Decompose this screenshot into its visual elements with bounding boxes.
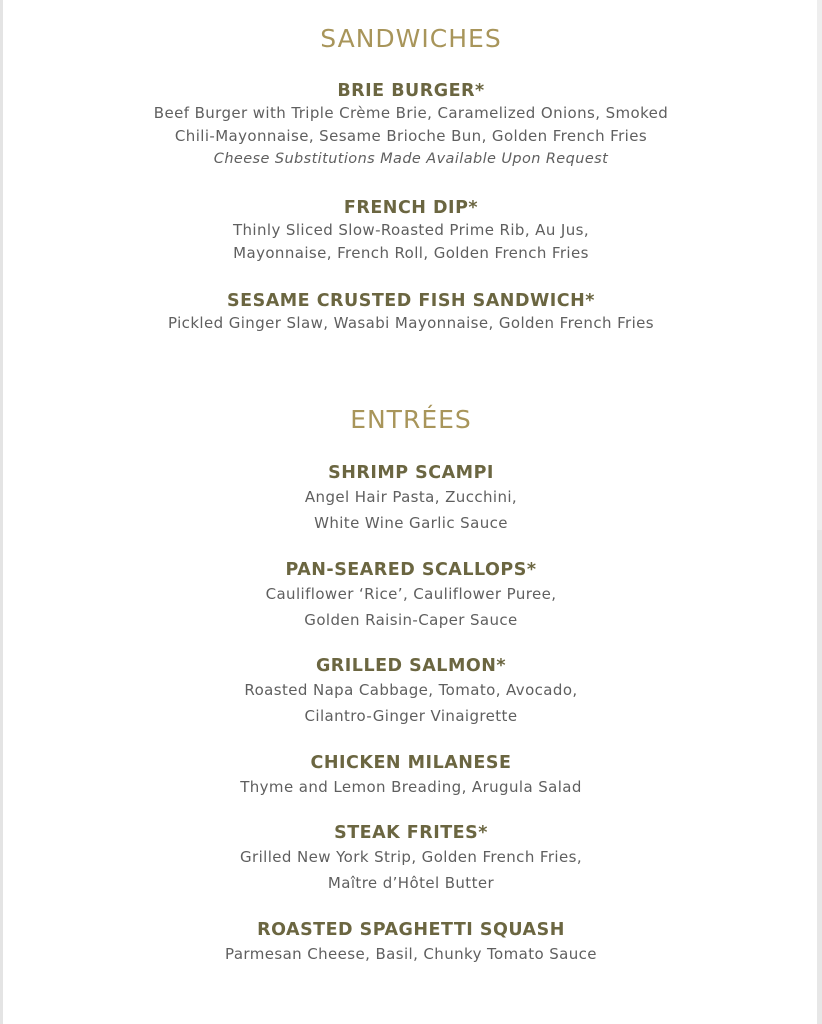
section-title-entrees: ENTRÉES (350, 405, 472, 434)
item-description-line: White Wine Garlic Sauce (314, 514, 508, 532)
section-title-sandwiches: SANDWICHES (320, 24, 502, 53)
item-description-line: Parmesan Cheese, Basil, Chunky Tomato Sauce (225, 945, 597, 963)
menu-item-roasted-spaghetti-squash (0, 919, 822, 967)
item-description-line: Golden Raisin-Caper Sauce (304, 611, 518, 629)
menu-item-french-dip (0, 197, 822, 265)
item-description-line: Cilantro-Ginger Vinaigrette (304, 707, 518, 725)
item-description-line: Pickled Ginger Slaw, Wasabi Mayonnaise, Golden French Fries (168, 314, 654, 332)
item-description-line: Thyme and Lemon Breading, Arugula Salad (240, 778, 582, 796)
item-description-line: Roasted Napa Cabbage, Tomato, Avocado, (244, 681, 578, 699)
item-name: ROASTED SPAGHETTI SQUASH (257, 920, 565, 940)
item-name: SHRIMP SCAMPI (328, 463, 494, 483)
item-description-line: Maître d’Hôtel Butter (327, 874, 495, 892)
item-description-line: Chili-Mayonnaise, Sesame Brioche Bun, Golden French Fries (174, 127, 648, 145)
menu-item-shrimp-scampi (0, 462, 822, 536)
menu-item-brie-burger (0, 80, 822, 171)
item-name: STEAK FRITES* (334, 823, 488, 843)
item-description-line: Grilled New York Strip, Golden French Fries, (240, 848, 582, 866)
item-name: CHICKEN MILANESE (310, 753, 512, 773)
item-description-line: Mayonnaise, French Roll, Golden French Fries (233, 244, 589, 262)
item-name: GRILLED SALMON* (315, 656, 507, 676)
item-note: Cheese Substitutions Made Available Upon Request (213, 151, 609, 167)
item-description-line: Cauliflower ‘Rice’, Cauliflower Puree, (265, 585, 557, 603)
item-description-line: Beef Burger with Triple Crème Brie, Caramelized Onions, Smoked (153, 104, 669, 122)
item-name: SESAME CRUSTED FISH SANDWICH* (227, 291, 595, 311)
menu-item-grilled-salmon (0, 655, 822, 729)
item-name: PAN-SEARED SCALLOPS* (285, 560, 537, 580)
menu-item-pan-seared-scallops (0, 559, 822, 633)
item-description-line: Thinly Sliced Slow-Roasted Prime Rib, Au Jus, (232, 221, 590, 239)
menu-item-sesame-crusted-fish-sandwich (0, 290, 822, 335)
item-name: FRENCH DIP* (343, 198, 479, 218)
menu-item-chicken-milanese (0, 752, 822, 800)
item-name: BRIE BURGER* (337, 81, 485, 101)
menu-item-steak-frites (0, 822, 822, 896)
item-description-line: Angel Hair Pasta, Zucchini, (304, 488, 518, 506)
